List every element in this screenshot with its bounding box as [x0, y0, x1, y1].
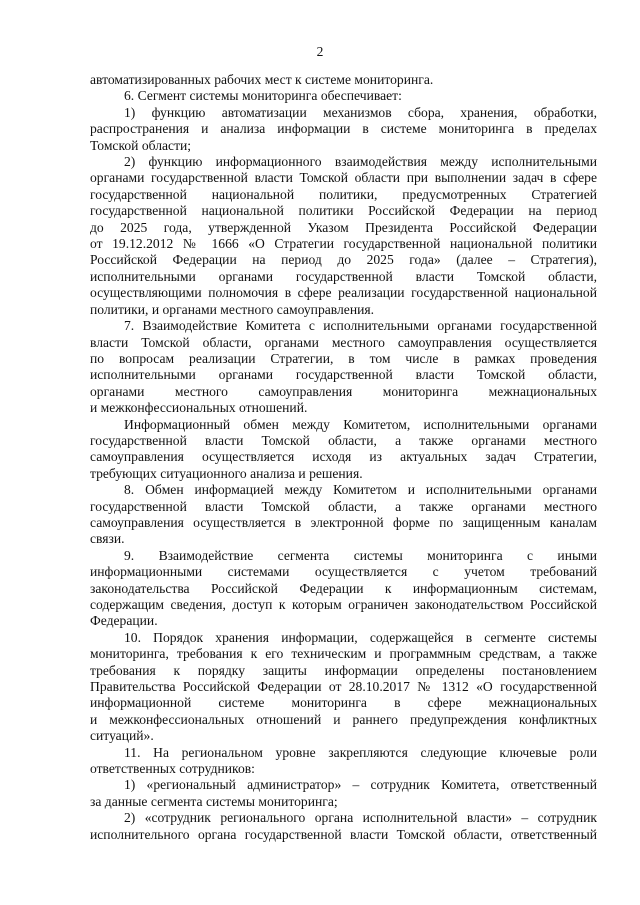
- paragraph: [90, 630, 597, 745]
- text-line: 9. Взаимодействие сегмента системы мониторинга с иными: [124, 547, 597, 563]
- paragraph: [90, 105, 597, 154]
- text-line: самоуправления осуществляется в электронной форме по защищенным каналам: [90, 514, 597, 530]
- paragraph: [90, 72, 597, 88]
- paragraph: [90, 88, 597, 104]
- text-line: Федерации.: [90, 613, 158, 629]
- text-line: и межконфессиональных отношений и раннего предупреждения конфликтных: [90, 711, 597, 727]
- text-line: 6. Сегмент системы мониторинга обеспечивает:: [124, 88, 402, 104]
- text-line: от 19.12.2012 № 1666 «О Стратегии государственной национальной политики: [90, 236, 597, 252]
- text-line: информационными системами осуществляется с учетом требований: [90, 564, 597, 580]
- text-line: 2) «сотрудник регионального органа исполнительной власти» – сотрудник: [124, 810, 597, 826]
- paragraph: [90, 318, 597, 416]
- text-line: Томской области;: [90, 137, 192, 153]
- text-line: исполнительного органа государственной власти Томской области, ответственный: [90, 826, 597, 842]
- paragraph: [90, 482, 597, 548]
- text-line: до 2025 года, утвержденной Указом Президента Российской Федерации: [90, 219, 597, 235]
- text-line: ответственных сотрудников:: [90, 761, 255, 777]
- text-line: автоматизированных рабочих мест к системе мониторинга.: [90, 72, 434, 87]
- text-line: ситуаций».: [90, 728, 154, 744]
- text-line: и межконфессиональных отношений.: [90, 400, 308, 416]
- text-line: Правительства Российской Федерации от 28.10.2017 № 1312 «О государственной: [90, 679, 597, 695]
- text-line: государственной национальной политики, предусмотренных Стратегией: [90, 186, 597, 202]
- text-line: государственной власти Томской области, а также органами местного: [90, 432, 597, 448]
- text-line: осуществляющими полномочия в сфере реализации государственной национальной: [90, 285, 597, 301]
- text-line: 10. Порядок хранения информации, содержащейся в сегменте системы: [124, 629, 597, 645]
- text-line: органами местного самоуправления мониторинга межнациональных: [90, 383, 597, 399]
- text-line: по вопросам реализации Стратегии, в том числе в рамках проведения: [90, 350, 597, 366]
- text-line: за данные сегмента системы мониторинга;: [90, 793, 338, 809]
- paragraph: [90, 810, 597, 843]
- paragraph: [90, 417, 597, 483]
- text-line: требующих ситуационного анализа и решения.: [90, 465, 363, 481]
- text-line: самоуправления осуществляется исходя из актуальных задач Стратегии,: [90, 449, 597, 465]
- text-line: политики, и органами местного самоуправления.: [90, 301, 375, 317]
- text-line: мониторинга, требования к его техническим и программным средствам, а также: [90, 646, 597, 662]
- text-line: исполнительными органами государственной власти Томской области,: [90, 367, 597, 383]
- text-line: распространения и анализа информации в системе мониторинга в пределах: [90, 121, 597, 137]
- text-line: 7. Взаимодействие Комитета с исполнительными органами государственной: [124, 318, 597, 334]
- text-line: законодательства Российской Федерации к информационным системам,: [90, 580, 597, 596]
- text-line: требования к порядку защиты информации определены постановлением: [90, 662, 597, 678]
- paragraph: [90, 154, 597, 318]
- text-line: Российской Федерации на период до 2025 года» (далее – Стратегия),: [90, 252, 597, 268]
- paragraph: [90, 548, 597, 630]
- text-line: 1) «региональный администратор» – сотрудник Комитета, ответственный: [124, 777, 597, 793]
- text-line: информационной системе мониторинга в сфере межнациональных: [90, 695, 597, 711]
- text-line: 11. На региональном уровне закрепляются следующие ключевые роли: [124, 744, 597, 760]
- document-body: [90, 72, 597, 843]
- text-line: 2) функцию информационного взаимодействия между исполнительными: [124, 154, 597, 170]
- text-line: государственной власти Томской области, а также органами местного: [90, 498, 597, 514]
- text-line: 1) функцию автоматизации механизмов сбора, хранения, обработки,: [124, 104, 597, 120]
- text-line: органами государственной власти Томской области при выполнении задач в сфере: [90, 170, 597, 186]
- paragraph: [90, 777, 597, 810]
- text-line: Информационный обмен между Комитетом, исполнительными органами: [124, 416, 597, 432]
- text-line: исполнительными органами государственной власти Томской области,: [90, 268, 597, 284]
- text-line: 8. Обмен информацией между Комитетом и исполнительными органами: [124, 482, 597, 498]
- text-line: государственной национальной политики Российской Федерации на период: [90, 203, 597, 219]
- text-line: связи.: [90, 531, 125, 547]
- page-number: 2: [316, 44, 324, 59]
- paragraph: [90, 745, 597, 778]
- text-line: власти Томской области, органами местного самоуправления осуществляется: [90, 334, 597, 350]
- text-line: содержащим сведения, доступ к которым ограничен законодательством Российской: [90, 597, 597, 612]
